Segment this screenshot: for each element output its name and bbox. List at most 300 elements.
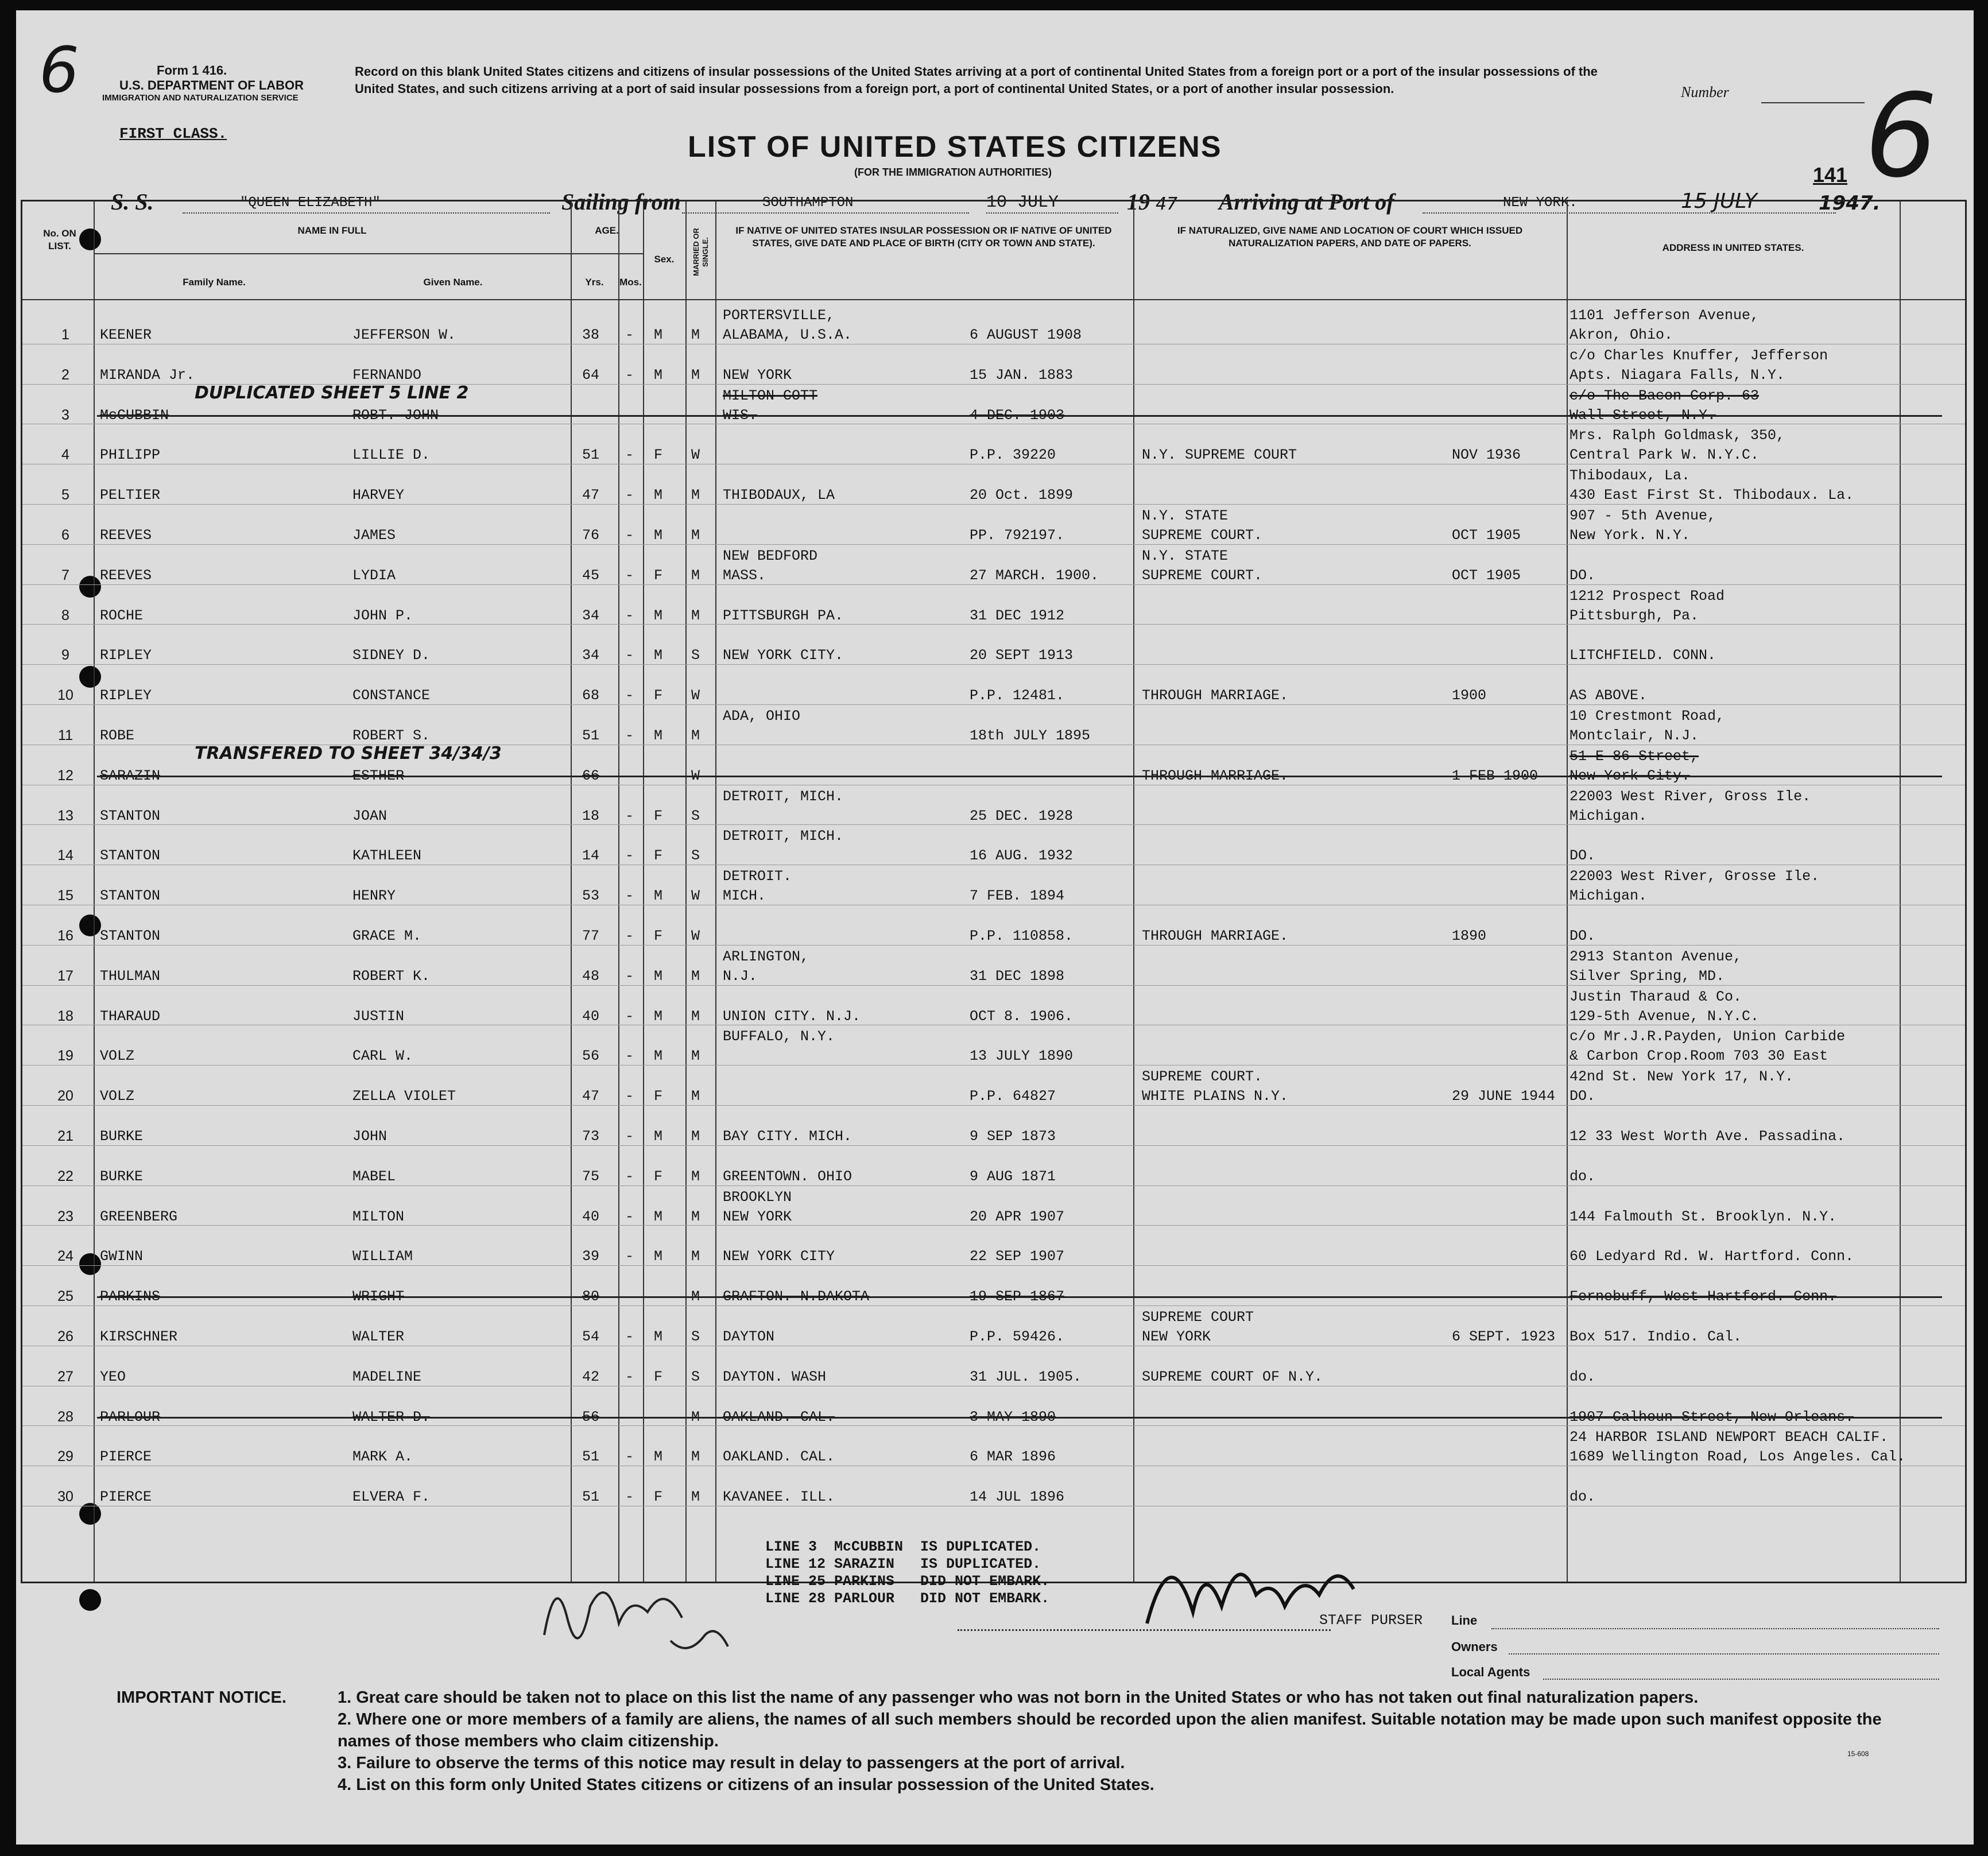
age-years: 54 xyxy=(582,1328,600,1345)
given-name: GRACE M. xyxy=(352,928,422,944)
address: do. xyxy=(1570,1489,1596,1506)
birth-place: KAVANEE. ILL. xyxy=(723,1489,835,1506)
row-number: 1 xyxy=(61,327,69,343)
sex: F xyxy=(654,687,663,704)
address-line1: Thibodaux, La. xyxy=(1570,467,1691,485)
table-row xyxy=(22,1226,1965,1266)
form-dept: U.S. DEPARTMENT OF LABOR xyxy=(119,78,304,92)
sex: M xyxy=(654,1008,663,1025)
address: 1689 Wellington Road, Los Angeles. Cal. xyxy=(1570,1448,1906,1466)
naturalization-court: THROUGH MARRIAGE. xyxy=(1142,767,1289,784)
given-name: JOAN xyxy=(352,807,387,824)
birth-place: MASS. xyxy=(723,567,766,584)
passenger-table xyxy=(21,200,1967,1583)
address-line1: Mrs. Ralph Goldmask, 350, xyxy=(1570,427,1785,444)
address: 144 Falmouth St. Brooklyn. N.Y. xyxy=(1570,1208,1837,1225)
birth-date: 31 DEC 1898 xyxy=(970,967,1065,985)
row-annotation: TRANSFERED TO SHEET 34/34/3 xyxy=(195,743,502,764)
age-months: - xyxy=(625,1128,634,1145)
address-line1: c/o Charles Knuffer, Jefferson xyxy=(1570,347,1828,364)
naturalization-date: NOV 1936 xyxy=(1452,447,1521,464)
given-name: MABEL xyxy=(352,1168,396,1185)
birth-date: P.P. 110858. xyxy=(970,928,1074,944)
footnote-1: LINE 3 McCUBBIN IS DUPLICATED. xyxy=(765,1539,1041,1555)
row-number: 26 xyxy=(57,1328,73,1344)
birth-date: 20 Oct. 1899 xyxy=(970,487,1074,504)
table-row xyxy=(22,1427,1965,1467)
marital-status: W xyxy=(691,888,700,905)
address-line1: c/o Mr.J.R.Payden, Union Carbide xyxy=(1570,1028,1846,1045)
owners-label: Owners xyxy=(1451,1640,1498,1654)
sex: F xyxy=(654,1088,663,1105)
address: Apts. Niagara Falls, N.Y. xyxy=(1570,366,1785,383)
sex: M xyxy=(654,1128,663,1145)
birth-place-line1: DETROIT. xyxy=(723,868,792,885)
marital-status: S xyxy=(691,1328,700,1345)
birth-date: 4 DEC. 1903 xyxy=(970,406,1065,424)
birth-date: P.P. 39220 xyxy=(970,447,1056,464)
age-years: 66 xyxy=(582,767,600,784)
birth-date: P.P. 59426. xyxy=(970,1328,1065,1345)
family-name: VOLZ xyxy=(100,1048,135,1065)
naturalization-court: WHITE PLAINS N.Y. xyxy=(1142,1088,1289,1105)
given-name: JUSTIN xyxy=(352,1008,405,1025)
address: LITCHFIELD. CONN. xyxy=(1570,647,1716,664)
address-line1: 42nd St. New York 17, N.Y. xyxy=(1570,1068,1794,1086)
given-name: KATHLEEN xyxy=(352,847,422,865)
sex: M xyxy=(654,1248,663,1265)
age-months: - xyxy=(625,567,634,584)
family-name: BURKE xyxy=(100,1128,144,1145)
naturalization-date: 1 FEB 1900 xyxy=(1452,767,1539,784)
birth-place: GRAFTON. N.DAKOTA xyxy=(723,1288,870,1305)
marital-status: S xyxy=(691,647,700,664)
age-months: - xyxy=(625,1368,634,1385)
header-yrs: Yrs. xyxy=(585,277,604,288)
sex: M xyxy=(654,1208,663,1225)
address: 1907 Calhoun Street, New Orleans. xyxy=(1570,1408,1854,1425)
age-months: - xyxy=(625,366,634,383)
sex: M xyxy=(654,1328,663,1345)
sailing-label: Sailing from xyxy=(561,189,681,215)
table-row xyxy=(22,465,1965,505)
address: New York. N.Y. xyxy=(1570,527,1691,544)
family-name: THULMAN xyxy=(100,967,161,985)
naturalization-court: SUPREME COURT. xyxy=(1142,567,1263,584)
address: 12 33 West Worth Ave. Passadina. xyxy=(1570,1128,1846,1145)
age-years: 77 xyxy=(582,928,600,944)
birth-place: WIS. xyxy=(723,406,758,424)
row-number: 29 xyxy=(57,1448,73,1465)
sex: M xyxy=(654,527,663,544)
table-row xyxy=(22,1026,1965,1066)
form-service: IMMIGRATION AND NATURALIZATION SERVICE xyxy=(102,93,299,103)
birth-date: 20 SEPT 1913 xyxy=(970,647,1074,664)
marital-status: M xyxy=(691,727,700,744)
birth-place-line1: MILTON COTT xyxy=(723,387,818,404)
birth-place: NEW YORK xyxy=(723,366,792,383)
birth-place-line1: DETROIT, MICH. xyxy=(723,788,844,805)
age-years: 18 xyxy=(582,807,600,824)
row-number: 20 xyxy=(57,1088,73,1105)
birth-date: 31 JUL. 1905. xyxy=(970,1368,1082,1385)
address: Central Park W. N.Y.C. xyxy=(1570,447,1760,464)
age-years: 75 xyxy=(582,1168,600,1185)
sex: M xyxy=(654,487,663,504)
birth-date: 19 SEP 1867 xyxy=(970,1288,1065,1305)
given-name: WALTER xyxy=(352,1328,405,1345)
age-months: - xyxy=(625,1248,634,1265)
birth-date: 27 MARCH. 1900. xyxy=(970,567,1099,584)
sex: F xyxy=(654,1168,663,1185)
marital-status: M xyxy=(691,1008,700,1025)
age-months: - xyxy=(625,607,634,624)
birth-place: UNION CITY. N.J. xyxy=(723,1008,861,1025)
age-years: 47 xyxy=(582,487,600,504)
age-months: - xyxy=(625,928,634,944)
age-years: 51 xyxy=(582,447,600,464)
age-years: 47 xyxy=(582,1088,600,1105)
table-row xyxy=(22,1347,1965,1387)
sex: M xyxy=(654,366,663,383)
row-number: 8 xyxy=(61,607,69,623)
sailing-date: 10 JULY xyxy=(986,193,1059,212)
family-name: STANTON xyxy=(100,847,161,865)
binder-hole xyxy=(79,1589,101,1611)
sex: M xyxy=(654,888,663,905)
header-naturalized: IF NATURALIZED, GIVE NAME AND LOCATION OF COURT WHICH ISSUED NATURALIZATION PAPERS, AND DATE OF PAPERS. xyxy=(1177,225,1523,249)
given-name: ESTHER xyxy=(352,767,405,784)
header-sex: Sex. xyxy=(654,254,675,265)
family-name: KEENER xyxy=(100,327,152,343)
age-years: 73 xyxy=(582,1128,600,1145)
age-years: 68 xyxy=(582,687,600,704)
family-name: REEVES xyxy=(100,567,152,584)
age-years: 34 xyxy=(582,607,600,624)
sex: M xyxy=(654,647,663,664)
row-number: 3 xyxy=(61,406,69,423)
age-months: - xyxy=(625,647,634,664)
birth-place: DAYTON. WASH xyxy=(723,1368,827,1385)
sex: M xyxy=(654,327,663,343)
address: Montclair, N.J. xyxy=(1570,727,1699,744)
birth-date: 20 APR 1907 xyxy=(970,1208,1065,1225)
row-number: 7 xyxy=(61,567,69,583)
marital-status: W xyxy=(691,767,700,784)
sex: F xyxy=(654,1368,663,1385)
age-years: 80 xyxy=(582,1288,600,1305)
birth-date: OCT 8. 1906. xyxy=(970,1008,1074,1025)
row-number: 19 xyxy=(57,1048,73,1064)
number-value: 6 xyxy=(1865,69,1938,203)
manifest-sheet xyxy=(16,10,1974,1845)
footnote-2: LINE 12 SARAZIN IS DUPLICATED. xyxy=(765,1556,1041,1572)
address-line1: 2913 Stanton Avenue, xyxy=(1570,948,1742,965)
age-months: - xyxy=(625,847,634,865)
notice-title: IMPORTANT NOTICE. xyxy=(117,1688,286,1707)
table-row xyxy=(22,305,1965,345)
age-years: 56 xyxy=(582,1408,600,1425)
row-number: 22 xyxy=(57,1168,73,1184)
sailing-from: SOUTHAMPTON xyxy=(762,195,854,211)
birth-place-line1: DETROIT, MICH. xyxy=(723,828,844,845)
birth-place-line1: BUFFALO, N.Y. xyxy=(723,1028,835,1045)
family-name: PIERCE xyxy=(100,1448,152,1466)
row-number: 21 xyxy=(57,1128,73,1144)
address: DO. xyxy=(1570,847,1596,865)
age-months: - xyxy=(625,687,634,704)
officer-signature xyxy=(533,1549,774,1664)
marital-status: M xyxy=(691,607,700,624)
naturalization-line1: N.Y. STATE xyxy=(1142,507,1229,524)
row-number: 27 xyxy=(57,1368,73,1385)
header-given: Given Name. xyxy=(423,277,483,288)
header-address: ADDRESS IN UNITED STATES. xyxy=(1662,242,1804,253)
birth-place-line1: ARLINGTON, xyxy=(723,948,809,965)
age-months: - xyxy=(625,967,634,985)
strike-through-line xyxy=(97,776,1942,777)
birth-place-line1: NEW BEDFORD xyxy=(723,547,818,564)
birth-date: 13 JULY 1890 xyxy=(970,1048,1074,1065)
sex: F xyxy=(654,567,663,584)
naturalization-court: NEW YORK xyxy=(1142,1328,1211,1345)
birth-date: 7 FEB. 1894 xyxy=(970,888,1065,905)
age-years: 34 xyxy=(582,647,600,664)
table-row xyxy=(22,706,1965,746)
marital-status: M xyxy=(691,1448,700,1466)
corner-mark: 6 xyxy=(39,33,79,107)
agents-label: Local Agents xyxy=(1451,1665,1530,1679)
birth-date: 9 AUG 1871 xyxy=(970,1168,1056,1185)
birth-place: BAY CITY. MICH. xyxy=(723,1128,852,1145)
address-line1: 907 - 5th Avenue, xyxy=(1570,507,1716,524)
marital-status: M xyxy=(691,1208,700,1225)
ship-name: "QUEEN ELIZABETH" xyxy=(240,195,381,211)
address: Akron, Ohio. xyxy=(1570,327,1673,343)
marital-status: M xyxy=(691,967,700,985)
footnote-3: LINE 25 PARKINS DID NOT EMBARK. xyxy=(765,1573,1050,1590)
marital-status: M xyxy=(691,527,700,544)
naturalization-court: THROUGH MARRIAGE. xyxy=(1142,687,1289,704)
birth-place-line1: PORTERSVILLE, xyxy=(723,307,835,324)
page-subtitle: (FOR THE IMMIGRATION AUTHORITIES) xyxy=(854,166,1052,178)
marital-status: M xyxy=(691,327,700,343)
header-mos: Mos. xyxy=(619,277,642,288)
sex: M xyxy=(654,1048,663,1065)
header-name-full: NAME IN FULL xyxy=(297,225,367,236)
family-name: GWINN xyxy=(100,1248,144,1265)
row-number: 6 xyxy=(61,527,69,543)
row-number: 5 xyxy=(61,487,69,503)
notice-3: 3. Failure to observe the terms of this notice may result in delay to passengers at the port of arrival. xyxy=(338,1754,1125,1772)
address: do. xyxy=(1570,1168,1596,1185)
line-label: Line xyxy=(1451,1613,1478,1628)
form-code: 15-608 xyxy=(1847,1750,1869,1758)
birth-place-line1: BROOKLYN xyxy=(723,1188,792,1206)
age-months: - xyxy=(625,327,634,343)
table-row xyxy=(22,665,1965,706)
table-row xyxy=(22,1146,1965,1187)
age-years: 40 xyxy=(582,1208,600,1225)
family-name: VOLZ xyxy=(100,1088,135,1105)
age-years: 42 xyxy=(582,1368,600,1385)
birth-date: 14 JUL 1896 xyxy=(970,1489,1065,1506)
age-years: 64 xyxy=(582,366,600,383)
marital-status: W xyxy=(691,687,700,704)
birth-date: P.P. 64827 xyxy=(970,1088,1056,1105)
strike-through-line xyxy=(97,1417,1942,1419)
header-age: AGE. xyxy=(595,225,619,236)
marital-status: M xyxy=(691,1168,700,1185)
page-title: LIST OF UNITED STATES CITIZENS xyxy=(688,130,1222,164)
naturalization-court: SUPREME COURT. xyxy=(1142,527,1263,544)
birth-date: 25 DEC. 1928 xyxy=(970,807,1074,824)
family-name: MIRANDA Jr. xyxy=(100,366,195,383)
birth-place: NEW YORK CITY xyxy=(723,1248,835,1265)
naturalization-date: 1900 xyxy=(1452,687,1487,704)
row-number: 12 xyxy=(57,767,73,784)
intro-text: Record on this blank United States citizens and citizens of insular possessions of the United States arriving at a port of continental United States from a foreign port or a port of the insular possessions of the United States, and such citizens arriving at a port of said insular possessions from a foreign port, a port of continental United States, or a port of another insular possession. xyxy=(355,64,1598,96)
given-name: MADELINE xyxy=(352,1368,422,1385)
row-number: 15 xyxy=(57,888,73,904)
table-row xyxy=(22,1307,1965,1347)
row-number: 24 xyxy=(57,1248,73,1265)
birth-place: N.J. xyxy=(723,967,758,985)
sex: F xyxy=(654,847,663,865)
row-number: 4 xyxy=(61,447,69,463)
birth-place: OAKLAND. CAL. xyxy=(723,1408,835,1425)
birth-place: DAYTON xyxy=(723,1328,775,1345)
address-line1: 22003 West River, Gross Ile. xyxy=(1570,788,1811,805)
table-row xyxy=(22,505,1965,545)
number-label: Number xyxy=(1681,84,1729,100)
staff-purser-label: STAFF PURSER xyxy=(1319,1612,1423,1629)
age-years: 39 xyxy=(582,1248,600,1265)
age-years: 45 xyxy=(582,567,600,584)
naturalization-date: 29 JUNE 1944 xyxy=(1452,1088,1556,1105)
age-months: - xyxy=(625,1048,634,1065)
family-name: GREENBERG xyxy=(100,1208,178,1225)
address-line1: Justin Tharaud & Co. xyxy=(1570,988,1742,1005)
given-name: JAMES xyxy=(352,527,396,544)
birth-date: 6 MAR 1896 xyxy=(970,1448,1056,1466)
age-years: 51 xyxy=(582,1448,600,1466)
family-name: PELTIER xyxy=(100,487,161,504)
given-name: ROBERT K. xyxy=(352,967,431,985)
row-number: 10 xyxy=(57,687,73,704)
row-annotation: DUPLICATED SHEET 5 LINE 2 xyxy=(195,382,469,403)
given-name: CONSTANCE xyxy=(352,687,431,704)
given-name: LILLIE D. xyxy=(352,447,431,464)
marital-status: M xyxy=(691,567,700,584)
sex: F xyxy=(654,807,663,824)
row-number: 30 xyxy=(57,1489,73,1505)
naturalization-date: 1890 xyxy=(1452,928,1487,944)
birth-place: THIBODAUX, LA xyxy=(723,487,835,504)
table-row xyxy=(22,786,1965,826)
header-family: Family Name. xyxy=(183,277,246,288)
age-years: 14 xyxy=(582,847,600,865)
age-months: - xyxy=(625,447,634,464)
marital-status: M xyxy=(691,1128,700,1145)
birth-place: ALABAMA, U.S.A. xyxy=(723,327,852,343)
address: DO. xyxy=(1570,928,1596,944)
family-name: McCUBBIN xyxy=(100,406,169,424)
age-months: - xyxy=(625,1448,634,1466)
given-name: ROBERT S. xyxy=(352,727,431,744)
row-number: 2 xyxy=(61,366,69,383)
table-row xyxy=(22,382,1965,425)
table-row xyxy=(22,545,1965,586)
table-row xyxy=(22,986,1965,1026)
naturalization-line1: SUPREME COURT. xyxy=(1142,1068,1263,1086)
table-row xyxy=(22,826,1965,866)
address: Fernebuff, West Hartford. Conn. xyxy=(1570,1288,1837,1305)
marital-status: W xyxy=(691,928,700,944)
family-name: PIERCE xyxy=(100,1489,152,1506)
family-name: REEVES xyxy=(100,527,152,544)
strike-through-line xyxy=(97,415,1942,417)
table-row xyxy=(22,1266,1965,1307)
age-months: - xyxy=(625,1328,634,1345)
row-number: 14 xyxy=(57,847,73,864)
birth-date: 9 SEP 1873 xyxy=(970,1128,1056,1145)
header-married: MARRIED OR SINGLE. xyxy=(692,228,710,276)
given-name: JEFFERSON W. xyxy=(352,327,456,343)
family-name: PARLOUR xyxy=(100,1408,161,1425)
address: AS ABOVE. xyxy=(1570,687,1648,704)
given-name: WRIGHT xyxy=(352,1288,405,1305)
address: Pittsburgh, Pa. xyxy=(1570,607,1699,624)
birth-date: 22 SEP 1907 xyxy=(970,1248,1065,1265)
header-no: No. ON LIST. xyxy=(43,228,76,251)
age-months: - xyxy=(625,727,634,744)
family-name: PARKINS xyxy=(100,1288,161,1305)
birth-place: NEW YORK CITY. xyxy=(723,647,844,664)
table-row xyxy=(22,906,1965,946)
address-line1: c/o The Bacon Corp. 63 xyxy=(1570,387,1760,404)
table-row xyxy=(22,743,1965,786)
address-line1: 22003 West River, Grosse Ile. xyxy=(1570,868,1820,885)
age-years: 48 xyxy=(582,967,600,985)
sex: M xyxy=(654,967,663,985)
given-name: ZELLA VIOLET xyxy=(352,1088,456,1105)
family-name: STANTON xyxy=(100,928,161,944)
birth-date: P.P. 12481. xyxy=(970,687,1065,704)
age-months: - xyxy=(625,527,634,544)
row-number: 25 xyxy=(57,1288,73,1305)
form-class: FIRST CLASS. xyxy=(119,125,227,142)
birth-place: PITTSBURGH PA. xyxy=(723,607,844,624)
address-line1: 24 HARBOR ISLAND NEWPORT BEACH CALIF. xyxy=(1570,1429,1889,1446)
table-row xyxy=(22,1187,1965,1227)
marital-status: W xyxy=(691,447,700,464)
row-number: 16 xyxy=(57,928,73,944)
naturalization-date: OCT 1905 xyxy=(1452,527,1521,544)
address: Box 517. Indio. Cal. xyxy=(1570,1328,1742,1345)
marital-status: M xyxy=(691,1489,700,1506)
row-number: 11 xyxy=(58,727,73,743)
table-row xyxy=(22,1066,1965,1106)
age-months: - xyxy=(625,1088,634,1105)
marital-status: S xyxy=(691,847,700,865)
family-name: YEO xyxy=(100,1368,126,1385)
address: DO. xyxy=(1570,1088,1596,1105)
year-prefix: 19 xyxy=(1127,189,1150,215)
form-number: Form 1 416. xyxy=(157,63,227,78)
family-name: PHILIPP xyxy=(100,447,161,464)
marital-status: M xyxy=(691,366,700,383)
